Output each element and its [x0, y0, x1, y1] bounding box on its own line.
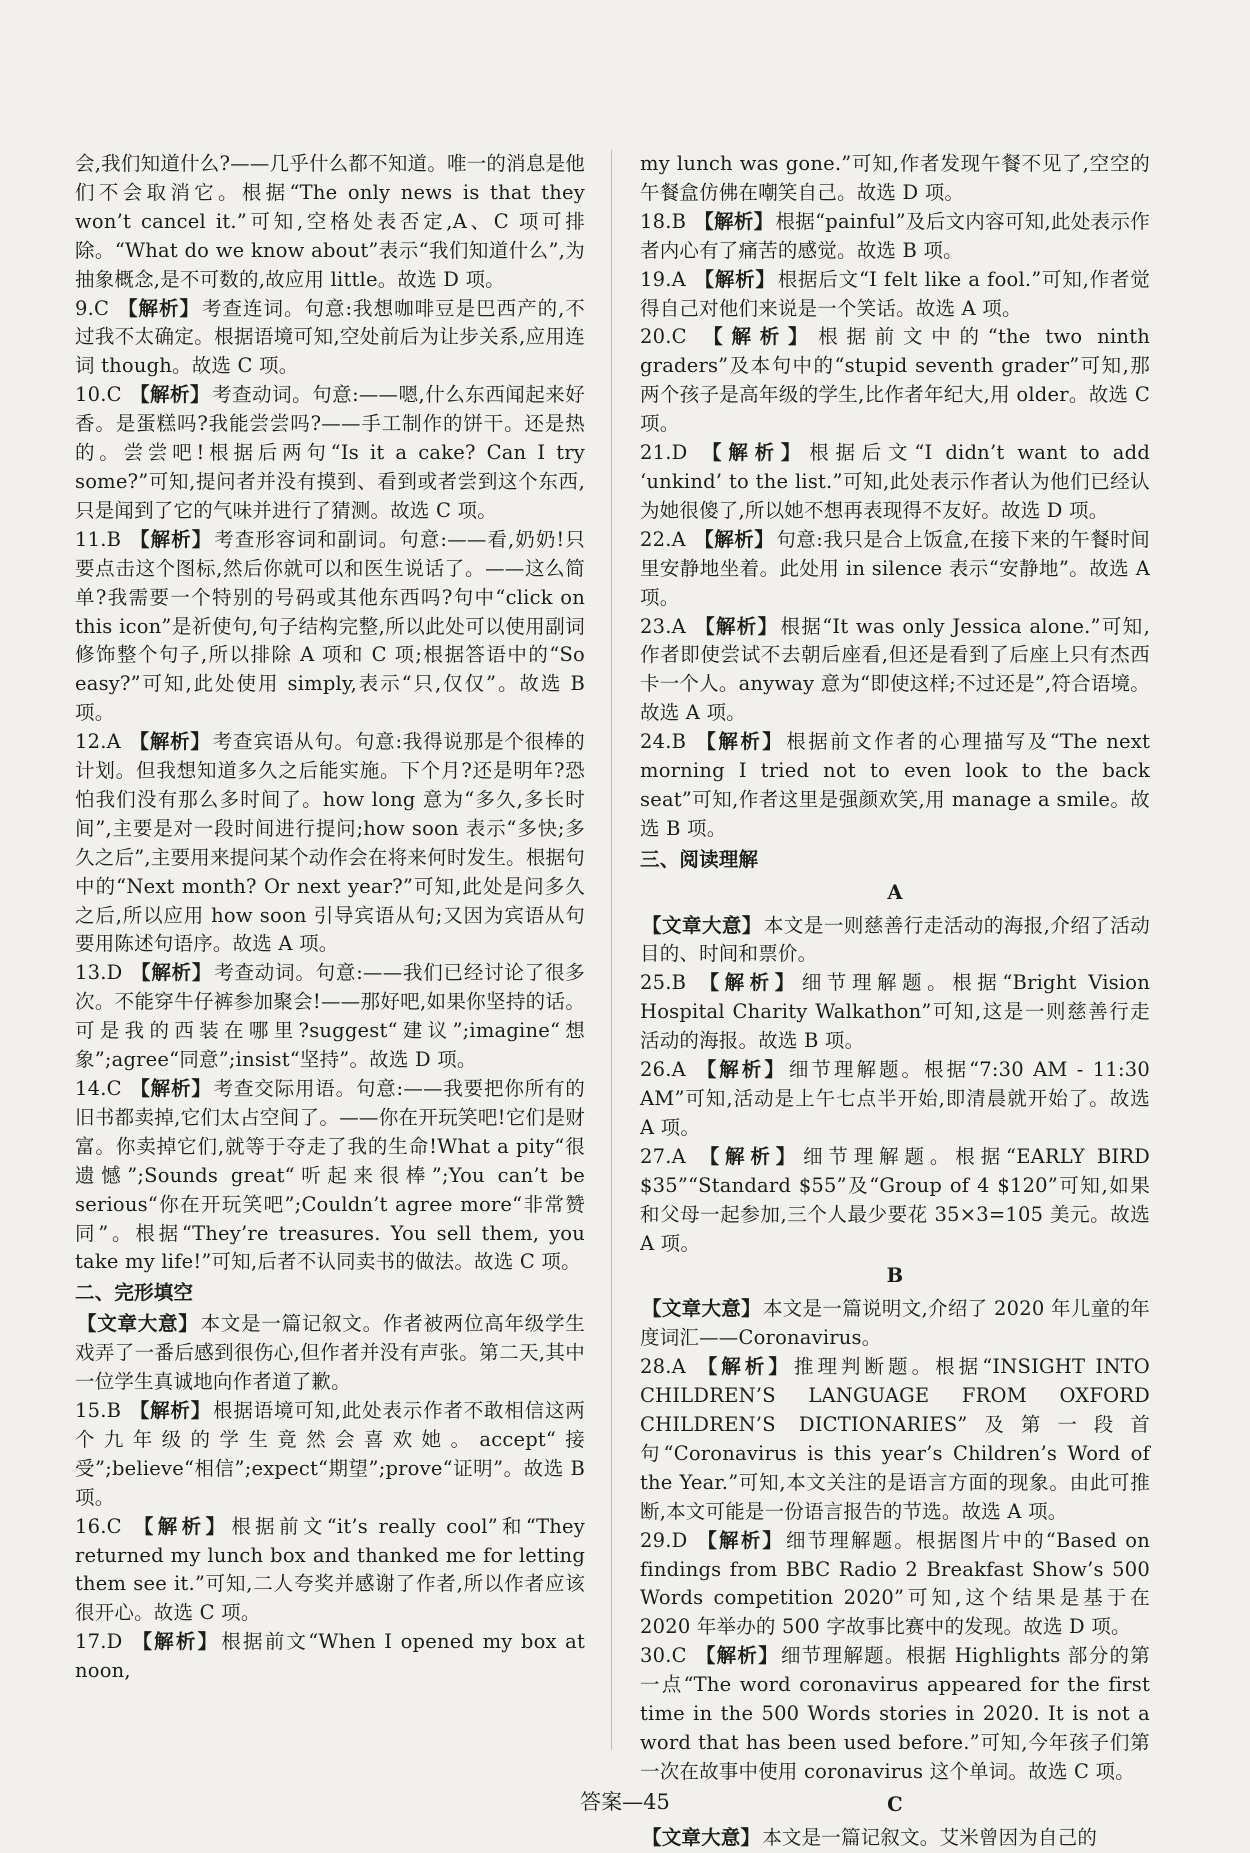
answer-11: 11.B 【解析】 考查形容词和副词。句意:——看,奶奶!只要点击这个图标,然后你就可以和医生说话了。——这么简单?我需要一个特别的号码或其他东西吗?句中“click on this icon”是祈使句,句子结构完整,所以此处可以使用副词修饰整个句子,所以排除 A 项和 C 项;根据答语中的“So easy?”可知,此处使用 simply,表示“只,仅仅”。故选 B 项。 [75, 527, 585, 725]
answer-13: 13.D 【解析】 考查动词。句意:——我们已经讨论了很多次。不能穿牛仔裤参加聚会!——那好吧,如果你坚持的话。可是我的西装在哪里?suggest“建议”;imagine“想象”;agree“同意”;insist“坚持”。故选 D 项。 [75, 961, 585, 1072]
right-column [640, 150, 1150, 1853]
section-heading-cloze: 二、完形填空 [75, 1281, 194, 1305]
answer-20: 20.C 【解析】 根据前文中的“the two ninth graders”及本句中的“stupid seventh grader”可知,那两个孩子是高年级的学生,比作者年纪大,用 older。故选 C 项。 [640, 325, 1150, 436]
page-number: 答案—45 [580, 1790, 670, 1814]
left-column [75, 150, 585, 1686]
section-heading-reading: 三、阅读理解 [640, 847, 759, 871]
continued-paragraph: my lunch was gone.”可知,作者发现午餐不见了,空空的午餐盒仿佛在嘲笑自己。故选 D 项。 [640, 152, 1150, 204]
column-divider [611, 150, 612, 1750]
answer-24: 24.B 【解析】 根据前文作者的心理描写及“The next morning I tried not to even look to the back seat”可知,作者这里是强颜欢笑,用 manage a smile。故选 B 项。 [640, 730, 1150, 840]
answer-12: 12.A 【解析】 考查宾语从句。句意:我得说那是个很棒的计划。但我想知道多久之后能实施。下个月?还是明年?恐怕我们没有那么多时间了。how long 意为“多久,多长时间”,主要是对一段时间进行提问;how soon 表示“多快;多久之后”,主要用来提问某个动作会在将来何时发生。根据句中的“Next month? Or next year?”可知,此处是问多久之后,所以应用 how soon 引导宾语从句;又因为宾语从句要用陈述句语序。故选 A 项。 [75, 730, 585, 956]
answer-28: 28.A 【解析】 推理判断题。根据“INSIGHT INTO CHILDREN’S LANGUAGE FROM OXFORD CHILDREN’S DICTIONARIES”及第一段首句“Coronavirus is this year’s Children’s Word of the Year.”可知,本文关注的是语言方面的现象。由此可推断,本文可能是一份语言报告的节选。故选 A 项。 [640, 1355, 1150, 1523]
part-label-c: C [887, 1792, 903, 1816]
answer-15: 15.B 【解析】 根据语境可知,此处表示作者不敢相信这两个九年级的学生竟然会喜欢她。accept“接受”;believe“相信”;expect“期望”;prove“证明”。故选 B 项。 [75, 1398, 585, 1509]
answer-22: 22.A 【解析】 句意:我只是合上饭盒,在接下来的午餐时间里安静地坐着。此处用 in silence 表示“安静地”。故选 A 项。 [640, 527, 1150, 609]
summary-a: 【文章大意】 本文是一则慈善行走活动的海报,介绍了活动目的、时间和票价。 [640, 913, 1150, 966]
answer-9: 9.C 【解析】 考查连词。句意:我想咖啡豆是巴西产的,不过我不太确定。根据语境可知,空处前后为让步关系,应用连词 though。故选 C 项。 [75, 296, 585, 378]
answer-25: 25.B 【解析】 细节理解题。根据“Bright Vision Hospital Charity Walkathon”可知,这是一则慈善行走活动的海报。故选 B 项。 [640, 971, 1150, 1053]
part-label-a: A [887, 880, 903, 904]
answer-29: 29.D 【解析】 细节理解题。根据图片中的“Based on findings from BBC Radio 2 Breakfast Show’s 500 Words competition 2020”可知,这个结果是基于在 2020 年举办的 500 字故事比赛中的发现。故选 D 项。 [640, 1528, 1150, 1639]
summary-b: 【文章大意】 本文是一篇说明文,介绍了 2020 年儿童的年度词汇——Coronavirus。 [640, 1297, 1151, 1350]
continued-paragraph: 会,我们知道什么?——几乎什么都不知道。唯一的消息是他们不会取消它。根据“The only news is that they won’t cancel it.”可知,空格处表否定,A、C 项可排除。“What do we know about”表示“我们知道什么”,为抽象概念,是不可数的,故应用 little。故选 D 项。 [75, 152, 585, 291]
answer-30: 30.C 【解析】 细节理解题。根据 Highlights 部分的第一点“The word coronavirus appeared for the first time in the 500 Words stories in 2020. It is not a word that has been used before.”可知,今年孩子们第一次在故事中使用 coronavirus 这个单词。故选 C 项。 [640, 1644, 1150, 1783]
answer-17: 17.D 【解析】 根据前文“When I opened my box at noon, [75, 1630, 585, 1683]
answer-21: 21.D 【解析】 根据后文“I didn’t want to add ‘unkind’ to the list.”可知,此处表示作者认为他们已经认为她很傻了,所以她不想再表现得不友好。故选 D 项。 [640, 441, 1151, 522]
answer-19: 19.A 【解析】 根据后文“I felt like a fool.”可知,作者觉得自己对他们来说是一个笑话。故选 A 项。 [640, 267, 1150, 320]
summary-cloze: 【文章大意】 本文是一篇记叙文。作者被两位高年级学生戏弄了一番后感到很伤心,但作者并没有声张。第二天,其中一位学生真诚地向作者道了歉。 [75, 1312, 585, 1394]
answer-26: 26.A 【解析】 细节理解题。根据“7:30 AM - 11:30 AM”可知,活动是上午七点半开始,即清晨就开始了。故选 A 项。 [640, 1058, 1150, 1139]
answer-10: 10.C 【解析】 考查动词。句意:——嗯,什么东西闻起来好香。是蛋糕吗?我能尝尝吗?——手工制作的饼干。还是热的。尝尝吧!根据后两句“Is it a cake? Can I try some?”可知,提问者并没有摸到、看到或者尝到这个东西,只是闻到了它的气味并进行了猜测。故选 C 项。 [75, 383, 585, 522]
answer-18: 18.B 【解析】 根据“painful”及后文内容可知,此处表示作者内心有了痛苦的感觉。故选 B 项。 [640, 209, 1150, 262]
answer-14: 14.C 【解析】 考查交际用语。句意:——我要把你所有的旧书都卖掉,它们太占空间了。——你在开玩笑吧!它们是财富。你卖掉它们,就等于夺走了我的生命!What a pity“很遗憾”;Sounds great“听起来很棒”;You can’t be serious“你在开玩笑吧”;Couldn’t agree more“非常赞同”。根据“They’re treasures. You sell them, you take my life!”可知,后者不认同卖书的做法。故选 C 项。 [75, 1077, 585, 1274]
answer-23: 23.A 【解析】 根据“It was only Jessica alone.”可知,作者即使尝试不去朝后座看,但还是看到了后座上只有杰西卡一个人。anyway 意为“即使这样;不过还是”,符合语境。故选 A 项。 [640, 614, 1150, 725]
answer-16: 16.C 【解析】 根据前文“it’s really cool”和“They returned my lunch box and thanked me for letting them see it.”可知,二人夸奖并感谢了作者,所以作者应该很开心。故选 C 项。 [75, 1514, 585, 1625]
summary-c: 【文章大意】 本文是一篇记叙文。艾米曾因为自己的 [642, 1825, 1098, 1849]
answer-27: 27.A 【解析】 细节理解题。根据“EARLY BIRD $35”“Standard $55”及“Group of 4 $120”可知,如果和父母一起参加,三个人最少要花 35×3=105 美元。故选 A 项。 [640, 1144, 1150, 1255]
part-label-b: B [886, 1264, 904, 1288]
